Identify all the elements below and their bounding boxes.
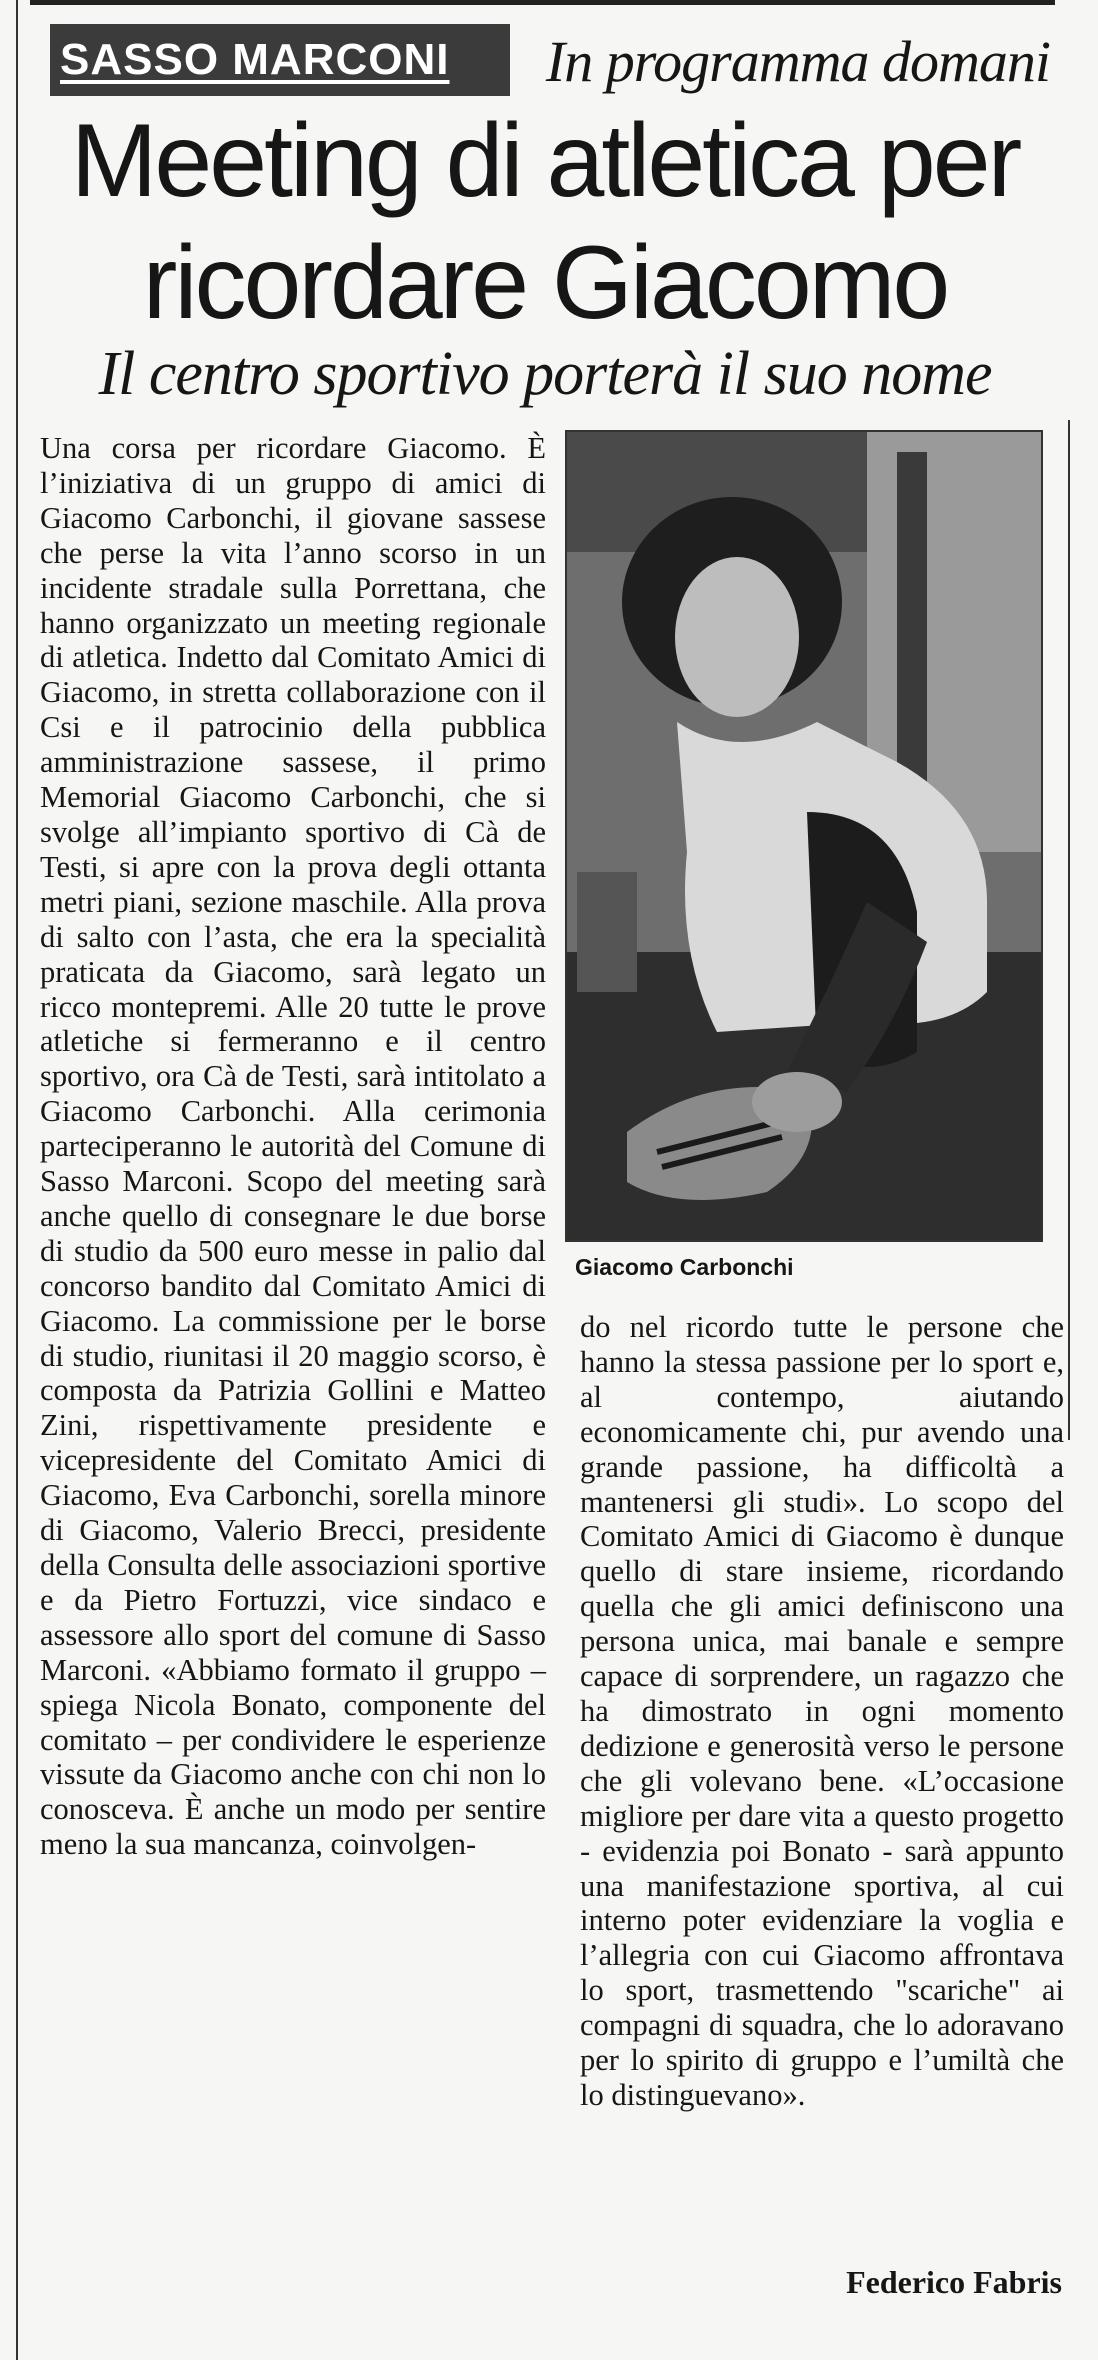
photo-illustration — [567, 432, 1043, 1242]
section-label: SASSO MARCONI — [50, 24, 510, 96]
byline: Federico Fabris — [846, 2264, 1062, 2300]
kicker: In programma domani — [545, 29, 1050, 94]
article-body-column-1 — [40, 431, 546, 1862]
photo-caption: Giacomo Carbonchi — [575, 1254, 794, 1280]
subheadline: Il centro sportivo porterà il suo nome — [98, 340, 992, 408]
body-text: do nel ricordo tutte le persone che hanno la stessa passione per lo sport e, al contempo, aiutando economicamente chi, pur avendo una grande passione, ha difficoltà a mantenersi gli studi». Lo scopo del Comitato Amici di Giacomo è dunque quello di stare insieme, ricordando quella che gli amici definiscono una persona unica, mai banale e sempre capace di sorprendere, un ragazzo che ha dimostrato in ogni momento dedizione e generosità verso le persone che gli volevano bene. «L’occasione migliore per dare vita a questo progetto - evidenzia poi Bonato - sarà appunto una manifestazione sportiva, al cui interno poter evidenziare la voglia e l’allegria con cui Giacomo affrontava lo sport, trasmettendo "scariche" ai compagni di squadra, che lo adoravano per lo spirito di gruppo e l’umiltà che lo distinguevano». — [580, 1310, 1064, 2112]
top-rule — [30, 0, 1055, 5]
headline: Meeting di atletica per ricordare Giacomo — [70, 103, 1020, 341]
column-rule-right — [1068, 420, 1070, 1440]
column-rule-left — [16, 0, 18, 2360]
article-body-column-2 — [580, 1310, 1064, 2113]
portrait-photo — [565, 430, 1043, 1242]
body-text: Una corsa per ricordare Giacomo. È l’iniziativa di un gruppo di amici di Giacomo Carbonchi, il giovane sassese che perse la vita l’anno scorso in un incidente stradale sulla Porrettana, che hanno organizzato un meeting regionale di atletica. Indetto dal Comitato Amici di Giacomo, in stretta collaborazione con il Csi e il patrocinio della pubblica amministrazione sassese, il primo Memorial Giacomo Carbonchi, che si svolge all’impianto sportivo di Cà de Testi, si apre con la prova degli ottanta metri piani, sezione maschile. Alla prova di salto con l’asta, che era la specialità praticata da Giacomo, sarà legato un ricco montepremi. Alle 20 tutte le prove atletiche si fermeranno e il centro sportivo, ora Cà de Testi, sarà intitolato a Giacomo Carbonchi. Alla cerimonia parteciperanno le autorità del Comune di Sasso Marconi. Scopo del meeting sarà anche quello di consegnare le due borse di studio da 500 euro messe in palio dal concorso bandito dal Comitato Amici di Giacomo. La commissione per le borse di studio, riunitasi il 20 maggio scorso, è composta da Patrizia Gollini e Matteo Zini, rispettivamente presidente e vicepresidente del Comitato Amici di Giacomo, Eva Carbonchi, sorella minore di Giacomo, Valerio Brecci, presidente della Consulta delle associazioni sportive e da Pietro Fortuzzi, vice sindaco e assessore allo sport del comune di Sasso Marconi. «Abbiamo formato il gruppo – spiega Nicola Bonato, componente del comitato – per condividere le esperienze vissute da Giacomo anche con chi non lo conosceva. È anche un modo per sentire meno la sua mancanza, coinvolgen- — [40, 431, 546, 1862]
